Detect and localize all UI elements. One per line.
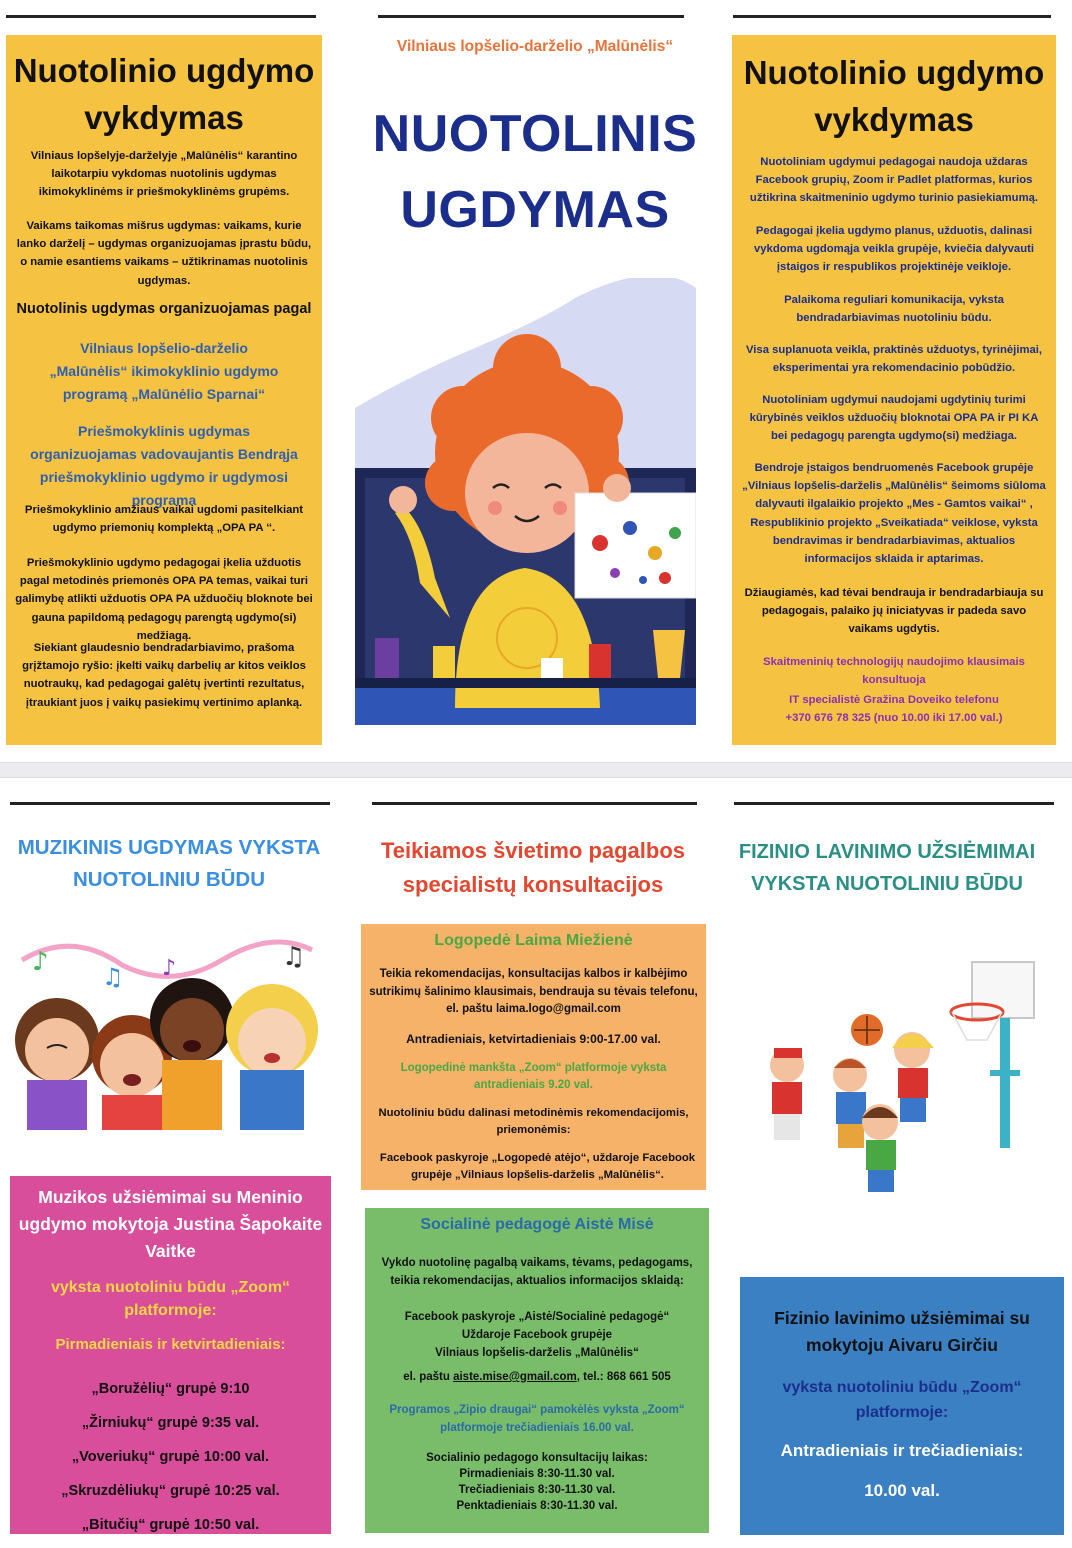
left-info-panel <box>6 35 322 745</box>
music-info-box <box>10 1176 331 1534</box>
school-name: Vilniaus lopšelio-darželio „Malūnėlis“ <box>396 38 674 55</box>
paragraph: Vilniaus lopšelis-darželis „Malūnėlis“ <box>435 1347 639 1359</box>
page-separator <box>0 762 1072 778</box>
list-item: „Žirniukų“ grupė 9:35 val. <box>81 1415 260 1431</box>
paragraph: Vykdo nuotolinę pagalbą vaikams, tėvams, pedagogams, teikia rekomendacijas, aktualios informacijos sklaidą: <box>381 1257 693 1287</box>
paragraph: Nuotoliniam ugdymui naudojami ugdytinių turimi kūrybinės veiklos užduočių bloknotai OPA PA ir PI KA bei pedagogų parengta ugdymo(si) medžiaga. <box>749 394 1039 443</box>
divider-line <box>372 802 697 805</box>
list-item: Pirmadieniais 8:30-11.30 val. <box>459 1468 615 1480</box>
contact-line <box>365 1368 709 1386</box>
svg-text:♪: ♪ <box>32 947 49 977</box>
sport-info-box <box>740 1277 1064 1535</box>
paragraph: Facebook paskyroje „Logopedė atėjo“, uždaroje Facebook grupėje „Vilniaus lopšelis-darželis „Malūnėlis“. <box>379 1152 696 1181</box>
group-schedule <box>10 1372 331 1542</box>
paragraph: Nuotoliniu būdu dalinasi metodinėmis rekomendacijomis, priemonėmis: <box>378 1107 689 1136</box>
children-basketball-illustration <box>762 960 1042 1200</box>
list-item: „Bitučių“ grupė 10:50 val. <box>81 1517 260 1533</box>
sport-heading: FIZINIO LAVINIMO UŽSIĖMIMAI VYKSTA NUOTOLINIU BŪDU <box>738 841 1036 895</box>
paragraph: Nuotoliniam ugdymui pedagogai naudoja uždaras Facebook grupių, Zoom ir Padlet platformas, kurios užtikrina skaitmeninio ugdymo turinio pasiekiamumą. <box>749 156 1039 205</box>
divider-line <box>6 15 316 18</box>
zoom-text: vyksta nuotoliniu būdu „Zoom“ platformoje: <box>50 1279 291 1319</box>
phone-text: , tel.: 868 661 505 <box>576 1371 671 1383</box>
paragraph: Socialinio pedagogo konsultacijų laikas: <box>426 1452 648 1464</box>
main-title: NUOTOLINIS <box>372 105 698 163</box>
list-item: Trečiadieniais 8:30-11.30 val. <box>458 1484 616 1496</box>
singing-children-illustration <box>12 920 328 1130</box>
paragraph: Vaikams taikomas mišrus ugdymas: vaikams, kurie lanko darželį – ugdymas organizuojamas įprastu būdu, o namie esantiems vaikams – užtikrinamas nuotolinis ugdymas. <box>16 220 312 287</box>
it-contact-text: IT specialistė Gražina Doveiko telefonu <box>789 694 999 706</box>
it-contact-phone: +370 676 78 325 (nuo 10.00 iki 17.00 val.) <box>785 712 1003 724</box>
panel-title: Nuotolinio ugdymo vykdymas <box>743 54 1045 138</box>
divider-line <box>10 802 330 805</box>
panel-title: Nuotolinio ugdymo vykdymas <box>13 52 315 136</box>
program-text: Priešmokyklinis ugdymas organizuojamas vadovaujantis Bendrąja priešmokyklinio ugdymo ir ugdymosi programa <box>30 423 298 508</box>
list-item: „Voveriukų“ grupė 10:00 val. <box>71 1449 270 1465</box>
paragraph: Programos „Zipio draugai“ pamokėlės vyksta „Zoom“ platformoje trečiadieniais 16.00 val. <box>389 1404 685 1434</box>
music-heading: MUZIKINIS UGDYMAS VYKSTA NUOTOLINIU BŪDU <box>17 836 321 891</box>
child-painting-illustration <box>355 278 696 725</box>
paragraph: Teikia rekomendacijas, konsultacijas kalbos ir kalbėjimo sutrikimų šalinimo klausimais, bendrauja su tėvais telefonu, el. paštu laima.logo@gmail.com <box>369 968 698 1015</box>
list-item: Penktadieniais 8:30-11.30 val. <box>456 1500 618 1512</box>
time-text: 10.00 val. <box>864 1481 940 1500</box>
program-text: Vilniaus lopšelio-darželio „Malūnėlis“ ikimokyklinio ugdymo programą „Malūnėlio Sparnai“ <box>49 340 279 402</box>
paragraph: Visa suplanuota veikla, praktinės užduotys, tyrinėjimai, eksperimentai yra rekomendacinio pobūdžio. <box>745 344 1043 375</box>
paragraph: Logopedinė mankšta „Zoom“ platformoje vyksta antradieniais 9.20 val. <box>400 1062 667 1091</box>
divider-line <box>733 15 1051 18</box>
paragraph: Džiaugiamės, kad tėvai bendrauja ir bendradarbiauja su pedagogais, palaiko jų iniciatyvas ir padeda savo vaikams ugdytis. <box>744 587 1044 636</box>
paragraph: Antradieniais, ketvirtadieniais 9:00-17.00 val. <box>406 1032 661 1046</box>
divider-line <box>734 802 1054 805</box>
support-heading: Teikiamos švietimo pagalbos specialistų konsultacijos <box>380 838 686 897</box>
svg-text:♫: ♫ <box>282 942 306 972</box>
box-title: Socialinė pedagogė Aistė Misė <box>420 1216 654 1233</box>
box-title: Muzikos užsiėmimai su Meninio ugdymo mokytoja Justina Šapokaite Vaitke <box>18 1187 323 1261</box>
paragraph: Siekiant glaudesnio bendradarbiavimo, prašoma grįžtamojo ryšio: įkelti vaikų darbelių ar kitos veiklos nuotraukų, kad pedagogai galėtų įvertinti rezultatus, įtraukiant juos į vaikų pasiekimų vertinimo aplanką. <box>22 642 306 709</box>
email-prefix: el. paštu <box>403 1371 454 1383</box>
main-title: UGDYMAS <box>400 181 670 239</box>
paragraph: Pedagogai įkelia ugdymo planus, užduotis, dalinasi vykdoma ugdomąja veikla grupėje, kviečia dalyvauti įstaigos ir respublikos projektinėje veikloje. <box>753 225 1035 274</box>
email-link[interactable]: aiste.mise@gmail.com <box>453 1371 577 1383</box>
days-text: Pirmadieniais ir ketvirtadieniais: <box>55 1336 286 1353</box>
speech-therapist-box <box>361 924 706 1190</box>
paragraph: Vilniaus lopšelyje-darželyje „Malūnėlis“ karantino laikotarpiu vykdomas nuotolinis ugdymas ikimokyklinėms ir priešmokyklinėms grupėms. <box>30 150 298 199</box>
box-title: Logopedė Laima Miežienė <box>434 932 633 949</box>
paragraph: Priešmokyklinio amžiaus vaikai ugdomi pasitelkiant ugdymo priemonių komplektą „OPA PA ‘‘. <box>24 504 304 535</box>
divider-line <box>378 15 684 18</box>
zoom-text: vyksta nuotoliniu būdu „Zoom“ platformoje: <box>782 1379 1022 1421</box>
social-pedagogue-box <box>365 1208 709 1533</box>
paragraph: Palaikoma reguliari komunikacija, vyksta bendradarbiavimas nuotoliniu būdu. <box>784 294 1004 325</box>
paragraph: Uždaroje Facebook grupėje <box>461 1329 613 1341</box>
paragraph: Bendroje įstaigos bendruomenės Facebook grupėje „Vilniaus lopšelis-darželis „Malūnėlis“ šeimoms siūloma dalyvauti ilgalaikio projekto „Mes - Gamtos vaikai“ , Respublikinio projekto „Sveikatiada“ veiklose, vyksta bendravimas ir bendradarbiavimas, aktualios informacijos sklaida ir aptarimas. <box>742 462 1046 566</box>
paragraph: Facebook paskyroje „Aistė/Socialinė pedagogė“ <box>404 1311 670 1323</box>
svg-text:♪: ♪ <box>162 956 177 981</box>
section-heading: Nuotolinis ugdymas organizuojamas pagal <box>16 301 312 317</box>
box-title: Fizinio lavinimo užsiėmimai su mokytoju Aivaru Girčiu <box>774 1308 1030 1355</box>
right-info-panel <box>732 35 1056 745</box>
paragraph: Priešmokyklinio ugdymo pedagogai įkelia užduotis pagal metodinės priemonės OPA PA temas, vaikai turi galimybę atlikti užduotis OPA PA užduočių bloknote bei gauna papildomą pedagogų parengtą ugdymo(si) medžiagą. <box>15 557 313 642</box>
days-text: Antradieniais ir trečiadieniais: <box>780 1441 1024 1460</box>
svg-text:♫: ♫ <box>102 963 124 991</box>
list-item: „Skruzdėliukų“ grupė 10:25 val. <box>61 1483 280 1499</box>
it-contact-text: Skaitmeninių technologijų naudojimo klausimais konsultuoja <box>763 656 1025 687</box>
consultation-hours <box>365 1466 709 1514</box>
list-item: „Boružėlių“ grupė 9:10 <box>91 1381 250 1397</box>
